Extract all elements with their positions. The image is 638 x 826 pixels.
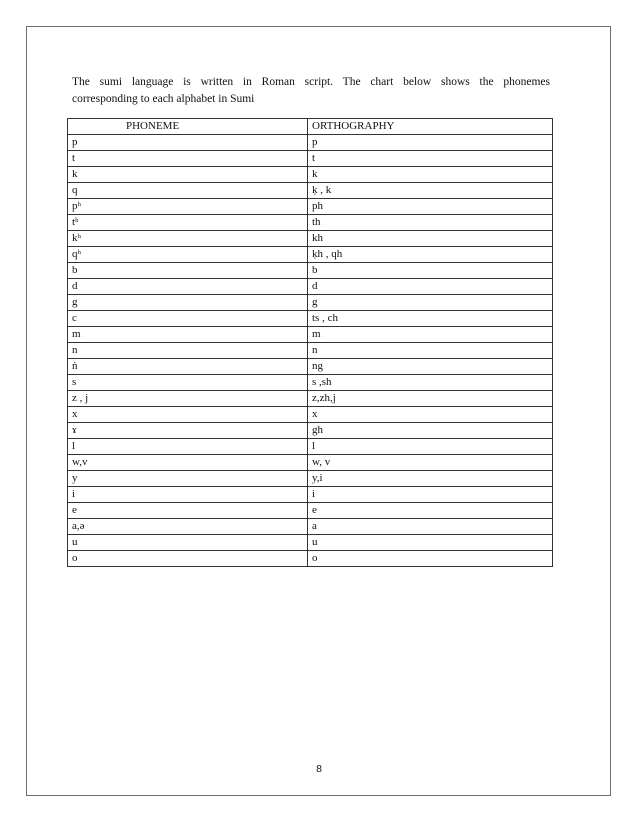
phoneme-cell: kʰ xyxy=(68,231,308,247)
table-row xyxy=(68,231,553,247)
table-row xyxy=(68,487,553,503)
intro-line-2: corresponding to each alphabet in Sumi xyxy=(72,93,255,105)
table-row xyxy=(68,327,553,343)
phoneme-cell: p xyxy=(68,135,308,151)
orthography-cell: y,i xyxy=(308,471,553,487)
phoneme-cell: l xyxy=(68,439,308,455)
orthography-cell: p xyxy=(308,135,553,151)
phoneme-cell: m xyxy=(68,327,308,343)
orthography-cell: l xyxy=(308,439,553,455)
phoneme-cell: d xyxy=(68,279,308,295)
table-body xyxy=(68,135,553,567)
orthography-cell: ng xyxy=(308,359,553,375)
phoneme-table xyxy=(67,118,553,567)
phoneme-cell: qʰ xyxy=(68,247,308,263)
phoneme-cell: n xyxy=(68,343,308,359)
table-row xyxy=(68,391,553,407)
orthography-cell: k xyxy=(308,167,553,183)
phoneme-cell: o xyxy=(68,551,308,567)
phoneme-cell: s xyxy=(68,375,308,391)
table-row xyxy=(68,359,553,375)
table-row xyxy=(68,183,553,199)
table-row xyxy=(68,455,553,471)
table-row xyxy=(68,295,553,311)
intro-line-1: The sumi language is written in Roman script. The chart below shows the phonemes xyxy=(72,76,550,88)
orthography-cell: b xyxy=(308,263,553,279)
table-row xyxy=(68,471,553,487)
orthography-cell: th xyxy=(308,215,553,231)
page-number: 8 xyxy=(316,763,322,775)
header-orthography: ORTHOGRAPHY xyxy=(308,119,553,135)
phoneme-cell: y xyxy=(68,471,308,487)
table-row xyxy=(68,519,553,535)
table-row xyxy=(68,551,553,567)
table-row xyxy=(68,423,553,439)
intro-paragraph xyxy=(72,74,550,108)
orthography-cell: u xyxy=(308,535,553,551)
table-row xyxy=(68,535,553,551)
orthography-cell: s ,sh xyxy=(308,375,553,391)
table-row xyxy=(68,311,553,327)
table-row xyxy=(68,135,553,151)
phoneme-cell: c xyxy=(68,311,308,327)
orthography-cell: o xyxy=(308,551,553,567)
table-row xyxy=(68,439,553,455)
orthography-cell: d xyxy=(308,279,553,295)
table-row xyxy=(68,247,553,263)
phoneme-cell: g xyxy=(68,295,308,311)
header-phoneme: PHONEME xyxy=(68,119,308,135)
phoneme-cell: e xyxy=(68,503,308,519)
table-row xyxy=(68,215,553,231)
table-row xyxy=(68,151,553,167)
orthography-cell: kh xyxy=(308,231,553,247)
table-row xyxy=(68,375,553,391)
phoneme-cell: pʰ xyxy=(68,199,308,215)
orthography-cell: i xyxy=(308,487,553,503)
table-row xyxy=(68,279,553,295)
orthography-cell: x xyxy=(308,407,553,423)
orthography-cell: g xyxy=(308,295,553,311)
orthography-cell: t xyxy=(308,151,553,167)
phoneme-cell: tʰ xyxy=(68,215,308,231)
table-row xyxy=(68,407,553,423)
phoneme-cell: u xyxy=(68,535,308,551)
orthography-cell: ḳh , qh xyxy=(308,247,553,263)
phoneme-cell: ṅ xyxy=(68,359,308,375)
phoneme-cell: x xyxy=(68,407,308,423)
orthography-cell: ph xyxy=(308,199,553,215)
phoneme-cell: t xyxy=(68,151,308,167)
phoneme-cell: ɤ xyxy=(68,423,308,439)
orthography-cell: ts , ch xyxy=(308,311,553,327)
phoneme-cell: w,v xyxy=(68,455,308,471)
phoneme-cell: q xyxy=(68,183,308,199)
phoneme-cell: z , j xyxy=(68,391,308,407)
orthography-cell: m xyxy=(308,327,553,343)
orthography-cell: w, v xyxy=(308,455,553,471)
table-row xyxy=(68,343,553,359)
table-row xyxy=(68,199,553,215)
phoneme-cell: i xyxy=(68,487,308,503)
table-row xyxy=(68,167,553,183)
table-row xyxy=(68,503,553,519)
orthography-cell: ḳ , k xyxy=(308,183,553,199)
orthography-cell: z,zh,j xyxy=(308,391,553,407)
phoneme-cell: b xyxy=(68,263,308,279)
orthography-cell: gh xyxy=(308,423,553,439)
orthography-cell: n xyxy=(308,343,553,359)
orthography-cell: e xyxy=(308,503,553,519)
table-header-row xyxy=(68,119,553,135)
table-row xyxy=(68,263,553,279)
phoneme-cell: k xyxy=(68,167,308,183)
phoneme-cell: a,ə xyxy=(68,519,308,535)
orthography-cell: a xyxy=(308,519,553,535)
